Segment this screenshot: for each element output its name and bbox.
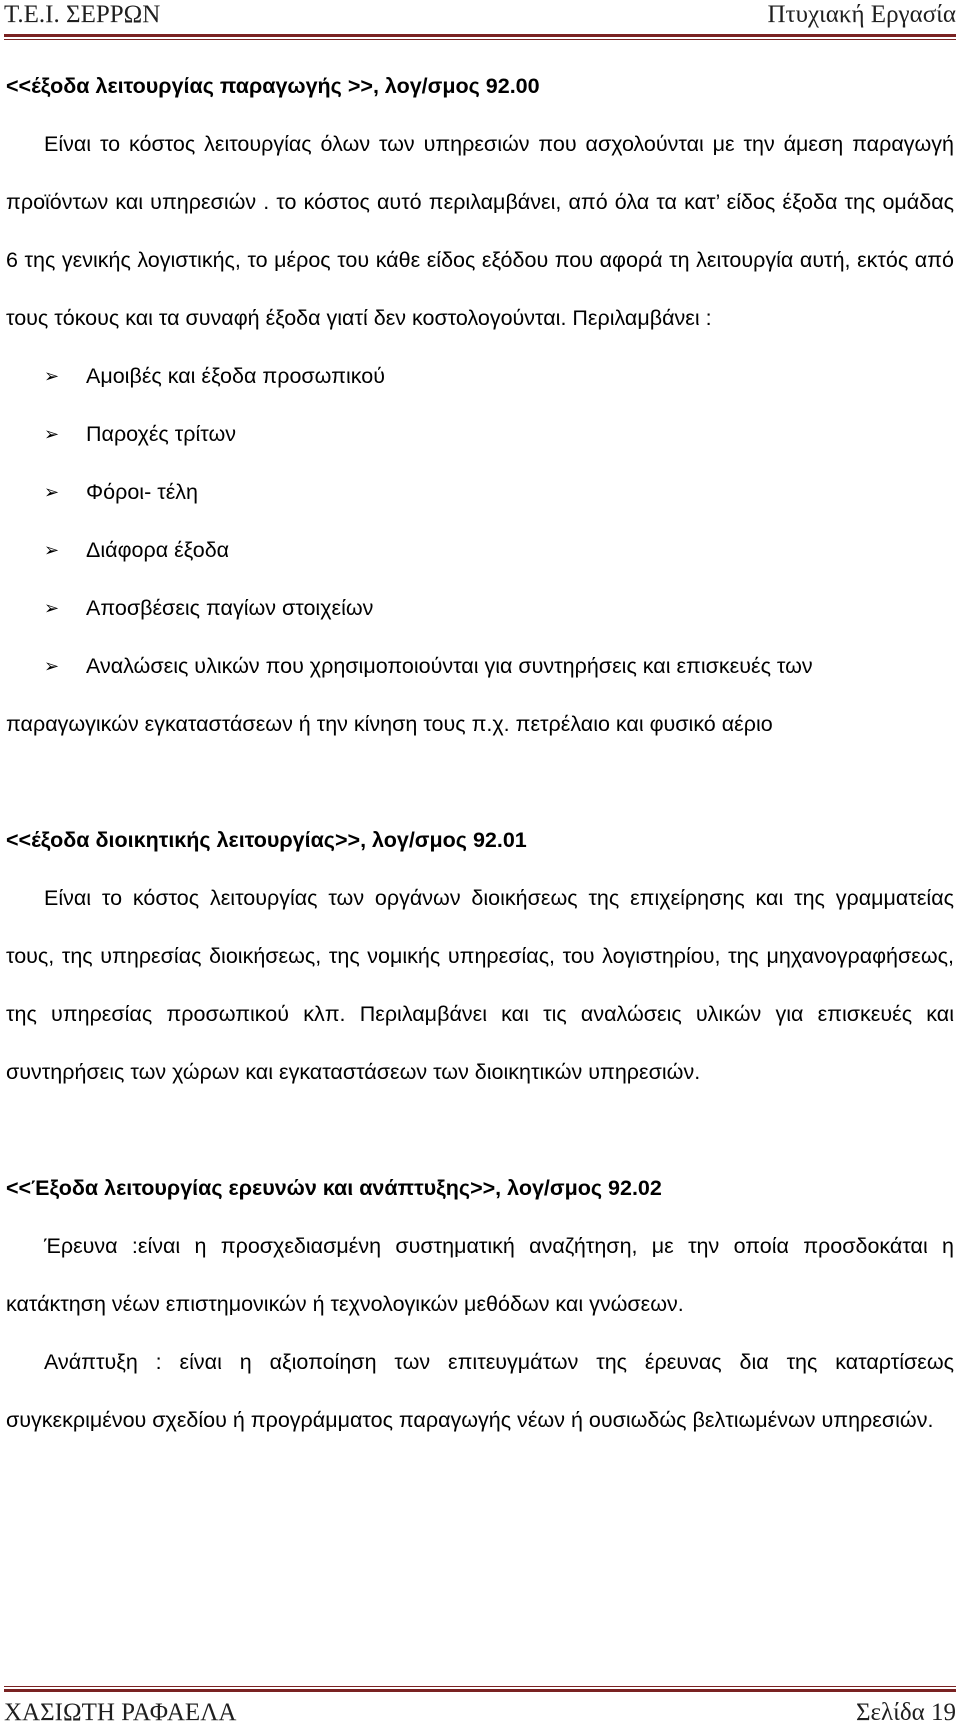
header-rule-thin [4,39,956,40]
list-item-text: Παροχές τρίτων [86,422,236,446]
arrow-bullet-icon: ➢ [44,656,60,676]
list-item-text: Φόροι- τέλη [86,480,198,504]
header-institution: Τ.Ε.Ι. ΣΕΡΡΩΝ [4,1,161,28]
bullet-continuation: παραγωγικών εγκαταστάσεων ή την κίνηση τους π.χ. πετρέλαιο και φυσικό αέριο [6,712,773,736]
section-spacer [6,1101,954,1159]
arrow-bullet-icon: ➢ [44,424,60,444]
list-item-text: Αμοιβές και έξοδα προσωπικού [86,364,385,388]
list-item-text: Αναλώσεις υλικών που χρησιμοποιούνται για συντηρήσεις και επισκευές των [86,654,813,678]
footer-author: ΧΑΣΙΩΤΗ ΡΑΦΑΕΛΑ [4,1699,237,1726]
footer-page-number: Σελίδα 19 [855,1699,956,1726]
arrow-bullet-icon: ➢ [44,598,60,618]
section-heading-production: <<έξοδα λειτουργίας παραγωγής >>, λογ/σμος 92.00 [6,74,540,98]
page-body [6,57,954,1449]
section-paragraph-development: Ανάπτυξη : είναι η αξιοποίηση των επιτευγμάτων της έρευνας δια της καταρτίσεως συγκεκριμένου σχεδίου ή προγράμματος παραγωγής νέων ή ουσιωδώς βελτιωμένων υπηρεσιών. [6,1350,954,1432]
page-header [0,0,960,48]
header-document-type: Πτυχιακή Εργασία [767,1,956,28]
section-spacer [6,753,954,811]
list-item [6,405,954,463]
section-paragraph-research: Έρευνα :είναι η προσχεδιασμένη συστηματική αναζήτηση, με την οποία προσδοκάται η κατάκτηση νέων επιστημονικών ή τεχνολογικών μεθόδων και γνώσεων. [6,1234,954,1316]
list-item [6,521,954,579]
section-heading-research: <<Έξοδα λειτουργίας ερευνών και ανάπτυξης>>, λογ/σμος 92.02 [6,1176,662,1200]
list-item [6,347,954,405]
list-item [6,579,954,637]
list-item [6,463,954,521]
list-item-text: Διάφορα έξοδα [86,538,230,562]
bullet-list-expenses [6,347,954,695]
list-item-text: Αποσβέσεις παγίων στοιχείων [86,596,374,620]
arrow-bullet-icon: ➢ [44,540,60,560]
section-paragraph-administration: Είναι το κόστος λειτουργίας των οργάνων διοικήσεως της επιχείρησης και της γραμματείας τους, της υπηρεσίας διοικήσεως, της νομικής υπηρεσίας, του λογιστηρίου, της μηχανογραφήσεως, της υπηρεσίας προσωπικού κλπ. Περιλαμβάνει και τις αναλώσεις υλικών για επισκευές και συντηρήσεις των χώρων και εγκαταστάσεων των διοικητικών υπηρεσιών. [6,886,954,1084]
header-rule-thick [4,34,956,37]
list-item [6,637,954,695]
arrow-bullet-icon: ➢ [44,366,60,386]
page-footer [0,1682,960,1729]
section-paragraph-production: Είναι το κόστος λειτουργίας όλων των υπηρεσιών που ασχολούνται με την άμεση παραγωγή προϊόντων και υπηρεσιών . το κόστος αυτό περιλαμβάνει, από όλα τα κατ’ είδος έξοδα της ομάδας 6 της γενικής λογιστικής, το μέρος του κάθε είδος εξόδου που αφορά τη λειτουργία αυτή, εκτός από τους τόκους και τα συναφή έξοδα γιατί δεν κοστολογούνται. Περιλαμβάνει : [6,132,954,330]
section-heading-administration: <<έξοδα διοικητικής λειτουργίας>>, λογ/σμος 92.01 [6,828,527,852]
arrow-bullet-icon: ➢ [44,482,60,502]
